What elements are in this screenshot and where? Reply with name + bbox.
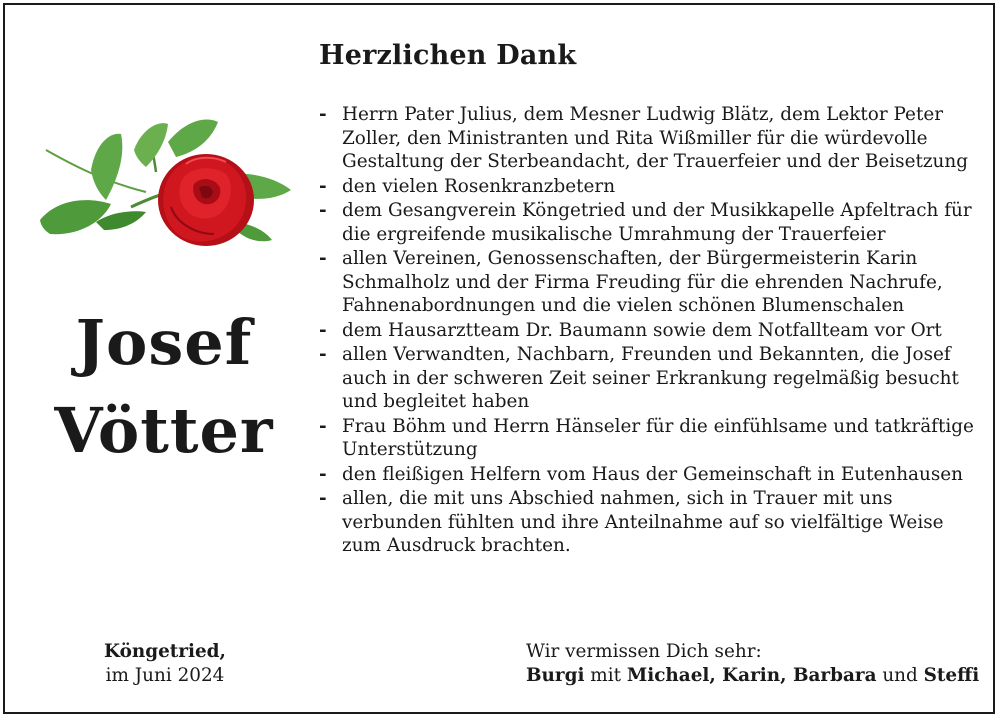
list-item (319, 319, 979, 343)
list-item (319, 487, 979, 558)
page-title: Herzlichen Dank (319, 40, 577, 71)
deceased-last-name: Vötter (54, 394, 274, 467)
dash-bullet: - (319, 104, 327, 125)
list-item (319, 463, 979, 487)
place-and-date (80, 640, 250, 688)
list-item (319, 199, 979, 246)
list-item-text: dem Gesangverein Köngetried und der Musikkapelle Apfeltrach für die ergreifende musikalische Umrahmung der Trauerfeier (342, 200, 972, 245)
signoff-mit: mit (584, 665, 627, 686)
family-name-michael: Michael, (626, 665, 716, 686)
list-item (319, 103, 979, 174)
list-item (319, 175, 979, 199)
list-item-text: allen Vereinen, Genossenschaften, der Bürgermeisterin Karin Schmalholz und der Firma Freuding für die ehrenden Nachrufe, Fahnenabordnungen und die vielen schönen Blumenschalen (342, 248, 943, 316)
list-item-text: Herrn Pater Julius, dem Mesner Ludwig Blätz, dem Lektor Peter Zoller, den Ministranten und Rita Wißmiller für die würdevolle Gestaltung der Sterbeandacht, der Trauerfeier und der Beisetzung (342, 104, 968, 172)
dash-bullet: - (319, 463, 327, 485)
list-item-text: allen, die mit uns Abschied nahmen, sich in Trauer mit uns verbunden fühlten und ihre Anteilnahme auf so vielfältige Weise zum Ausdruck brachten. (342, 488, 944, 556)
list-item-text: allen Verwandten, Nachbarn, Freunden und Bekannten, die Josef auch in der schweren Zeit seiner Erkrankung regelmäßig besucht und begleitet haben (342, 344, 959, 412)
family-name-karin: Karin, (715, 665, 787, 686)
dash-bullet: - (319, 200, 327, 221)
place-town: Köngetried, (104, 641, 226, 662)
list-item-text: den vielen Rosenkranzbetern (342, 175, 616, 197)
red-rose-image (36, 112, 298, 257)
family-name-barbara: Barbara (786, 665, 877, 686)
dash-bullet: - (319, 319, 327, 341)
family-name-burgi: Burgi (526, 665, 585, 686)
dash-bullet: - (319, 344, 327, 365)
signoff-line: Wir vermissen Dich sehr: (526, 641, 762, 662)
family-signoff (526, 640, 979, 688)
dash-bullet: - (319, 248, 327, 269)
signoff-und: und (876, 665, 924, 686)
thanks-list (319, 103, 979, 559)
list-item-text: Frau Böhm und Herrn Hänseler für die einfühlsame und tatkräftige Unterstützung (342, 415, 974, 460)
dash-bullet: - (319, 415, 327, 437)
family-name-steffi: Steffi (923, 665, 980, 686)
list-item-text: den fleißigen Helfern vom Haus der Gemeinschaft in Eutenhausen (342, 463, 964, 485)
list-item (319, 343, 979, 414)
list-item (319, 247, 979, 318)
dash-bullet: - (319, 175, 327, 197)
deceased-first-name: Josef (75, 306, 253, 379)
place-date: im Juni 2024 (105, 665, 225, 686)
dash-bullet: - (319, 488, 327, 509)
list-item (319, 415, 979, 462)
list-item-text: dem Hausarztteam Dr. Baumann sowie dem Notfallteam vor Ort (342, 319, 942, 341)
